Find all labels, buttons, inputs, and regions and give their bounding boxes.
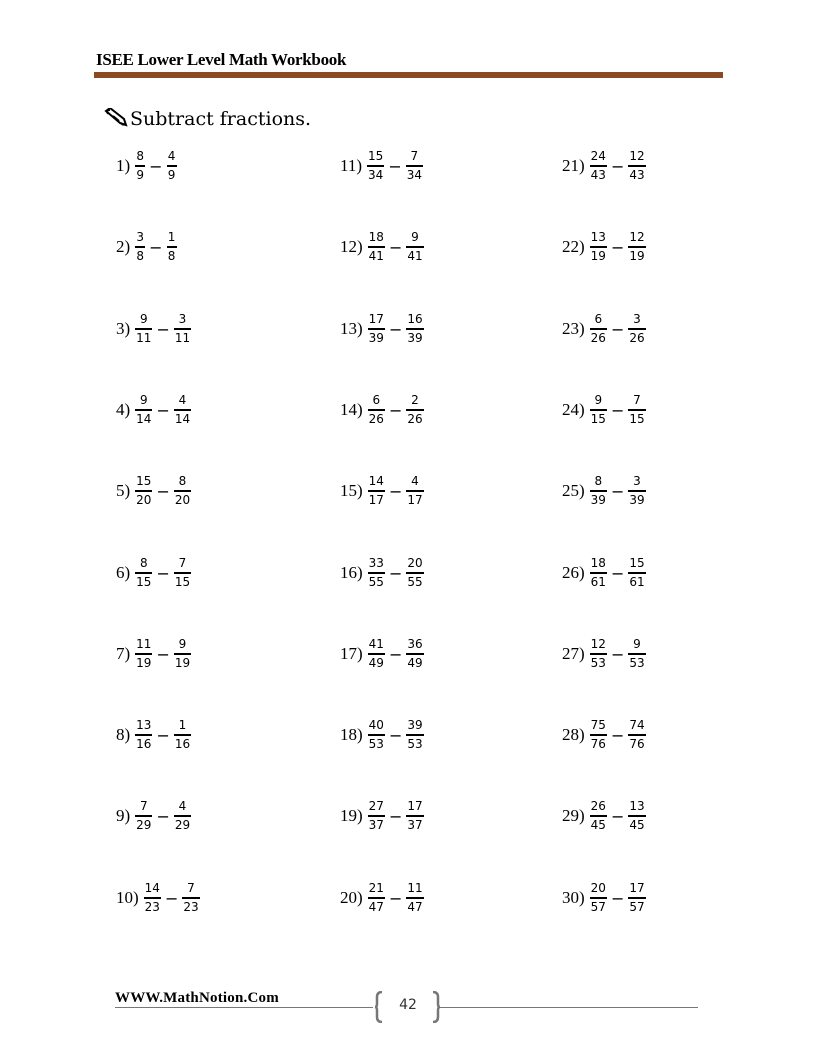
problem-item xyxy=(562,313,646,345)
problem-item xyxy=(116,475,191,507)
minus-sign: − xyxy=(164,888,179,908)
denominator: 53 xyxy=(368,737,384,751)
denominator: 29 xyxy=(174,818,191,832)
denominator: 43 xyxy=(590,168,606,182)
denominator: 41 xyxy=(407,249,423,263)
denominator: 55 xyxy=(407,575,423,589)
numerator: 7 xyxy=(633,393,641,407)
problem-item xyxy=(116,557,191,589)
fraction xyxy=(590,800,607,832)
problem-item xyxy=(116,719,191,751)
problem-item xyxy=(562,394,646,426)
fraction xyxy=(590,638,607,670)
numerator: 9 xyxy=(633,637,641,651)
denominator: 15 xyxy=(629,412,645,426)
problem-number: 12) xyxy=(340,237,363,256)
problem-number: 3) xyxy=(116,319,131,338)
minus-sign: − xyxy=(610,319,625,339)
fraction xyxy=(367,150,384,182)
fraction xyxy=(406,313,423,345)
fraction xyxy=(368,800,385,832)
problem-item xyxy=(340,231,424,263)
fraction xyxy=(135,231,145,263)
minus-sign: − xyxy=(610,156,625,176)
fraction xyxy=(182,882,199,914)
denominator: 49 xyxy=(368,656,384,670)
denominator: 39 xyxy=(368,331,384,345)
fraction xyxy=(135,313,152,345)
numerator: 2 xyxy=(411,393,419,407)
minus-sign: − xyxy=(388,237,403,257)
denominator: 26 xyxy=(407,412,423,426)
problem-number: 21) xyxy=(562,156,585,175)
denominator: 15 xyxy=(136,575,152,589)
fraction xyxy=(368,882,385,914)
numerator: 11 xyxy=(407,881,423,895)
denominator: 26 xyxy=(590,331,606,345)
fraction xyxy=(174,313,191,345)
minus-sign: − xyxy=(149,156,163,176)
fraction xyxy=(590,719,607,751)
denominator: 26 xyxy=(368,412,384,426)
denominator: 57 xyxy=(590,900,606,914)
numerator: 9 xyxy=(178,637,187,651)
numerator: 3 xyxy=(178,312,187,326)
problem-number: 20) xyxy=(340,888,363,907)
minus-sign: − xyxy=(610,725,625,745)
numerator: 12 xyxy=(629,149,645,163)
numerator: 4 xyxy=(167,149,176,163)
fraction xyxy=(174,638,191,670)
problem-item xyxy=(340,150,423,182)
fraction xyxy=(368,394,385,426)
header-rule xyxy=(94,72,723,78)
numerator: 40 xyxy=(368,718,384,732)
denominator: 43 xyxy=(629,168,645,182)
problem-item xyxy=(562,719,646,751)
fraction xyxy=(135,719,152,751)
fraction xyxy=(590,394,607,426)
fraction xyxy=(368,231,385,263)
problem-number: 1) xyxy=(116,156,131,175)
denominator: 53 xyxy=(590,656,606,670)
denominator: 15 xyxy=(590,412,606,426)
problem-number: 23) xyxy=(562,319,585,338)
numerator: 8 xyxy=(594,474,603,488)
denominator: 61 xyxy=(629,575,645,589)
problem-item xyxy=(562,150,646,182)
minus-sign: − xyxy=(388,644,403,664)
problem-number: 29) xyxy=(562,806,585,825)
numerator: 13 xyxy=(629,799,645,813)
problem-number: 10) xyxy=(116,888,139,907)
fraction xyxy=(174,800,191,832)
minus-sign: − xyxy=(156,481,170,501)
fraction xyxy=(368,719,385,751)
problem-number: 17) xyxy=(340,644,363,663)
numerator: 13 xyxy=(136,718,152,732)
numerator: 1 xyxy=(178,718,187,732)
fraction xyxy=(135,800,152,832)
problem-item xyxy=(116,394,191,426)
minus-sign: − xyxy=(388,481,403,501)
denominator: 17 xyxy=(368,493,384,507)
numerator: 7 xyxy=(187,881,195,895)
fraction xyxy=(368,638,385,670)
problem-number: 9) xyxy=(116,806,131,825)
denominator: 14 xyxy=(174,412,191,426)
fraction xyxy=(135,150,145,182)
numerator: 8 xyxy=(139,556,148,570)
problem-number: 6) xyxy=(116,563,131,582)
minus-sign: − xyxy=(156,563,170,583)
denominator: 34 xyxy=(406,168,422,182)
fraction xyxy=(174,557,191,589)
denominator: 20 xyxy=(136,493,152,507)
problem-item xyxy=(340,557,424,589)
numerator: 9 xyxy=(139,393,148,407)
denominator: 49 xyxy=(407,656,423,670)
numerator: 6 xyxy=(372,393,381,407)
minus-sign: − xyxy=(610,806,625,826)
denominator: 23 xyxy=(183,900,199,914)
problem-number: 7) xyxy=(116,644,131,663)
fraction xyxy=(628,150,645,182)
denominator: 57 xyxy=(629,900,645,914)
problem-item xyxy=(340,313,424,345)
denominator: 39 xyxy=(629,493,645,507)
problem-item xyxy=(562,882,646,914)
denominator: 26 xyxy=(629,331,645,345)
footer-rule-left xyxy=(115,1007,373,1008)
denominator: 61 xyxy=(590,575,606,589)
denominator: 14 xyxy=(136,412,152,426)
problem-number: 2) xyxy=(116,237,131,256)
minus-sign: − xyxy=(156,319,170,339)
numerator: 8 xyxy=(136,149,144,163)
problem-item xyxy=(562,800,646,832)
fraction xyxy=(628,231,645,263)
fraction xyxy=(368,313,385,345)
fraction xyxy=(174,719,191,751)
numerator: 4 xyxy=(411,474,419,488)
problem-item xyxy=(116,882,200,914)
denominator: 15 xyxy=(174,575,191,589)
fraction xyxy=(590,150,607,182)
minus-sign: − xyxy=(388,563,403,583)
fraction xyxy=(628,313,645,345)
right-bracket-icon xyxy=(431,991,441,1023)
denominator: 17 xyxy=(407,493,423,507)
minus-sign: − xyxy=(610,237,625,257)
minus-sign: − xyxy=(610,563,625,583)
minus-sign: − xyxy=(610,644,625,664)
problem-number: 14) xyxy=(340,400,363,419)
problem-item xyxy=(340,638,424,670)
numerator: 33 xyxy=(368,556,384,570)
denominator: 47 xyxy=(368,900,384,914)
numerator: 9 xyxy=(411,230,419,244)
fraction xyxy=(406,394,423,426)
denominator: 29 xyxy=(136,818,152,832)
problem-item xyxy=(340,882,424,914)
numerator: 41 xyxy=(368,637,384,651)
minus-sign: − xyxy=(388,400,403,420)
numerator: 16 xyxy=(407,312,423,326)
numerator: 24 xyxy=(590,149,606,163)
minus-sign: − xyxy=(388,319,403,339)
numerator: 6 xyxy=(594,312,603,326)
problem-number: 25) xyxy=(562,481,585,500)
denominator: 9 xyxy=(167,168,176,182)
denominator: 11 xyxy=(136,331,152,345)
fraction xyxy=(406,800,423,832)
problem-number: 30) xyxy=(562,888,585,907)
fraction xyxy=(406,719,423,751)
numerator: 20 xyxy=(407,556,423,570)
minus-sign: − xyxy=(610,400,625,420)
fraction xyxy=(628,800,645,832)
numerator: 9 xyxy=(139,312,148,326)
problem-number: 26) xyxy=(562,563,585,582)
numerator: 3 xyxy=(136,230,144,244)
numerator: 13 xyxy=(590,230,606,244)
denominator: 53 xyxy=(629,656,645,670)
fraction xyxy=(628,557,645,589)
fraction xyxy=(135,394,152,426)
problem-item xyxy=(562,638,646,670)
problem-number: 19) xyxy=(340,806,363,825)
fraction xyxy=(368,475,385,507)
minus-sign: − xyxy=(610,888,625,908)
denominator: 45 xyxy=(590,818,606,832)
minus-sign: − xyxy=(156,400,170,420)
numerator: 7 xyxy=(178,556,187,570)
problem-item xyxy=(340,800,424,832)
footer-rule-right xyxy=(440,1007,698,1008)
fraction xyxy=(406,150,423,182)
denominator: 16 xyxy=(174,737,191,751)
fraction xyxy=(167,231,177,263)
fraction xyxy=(406,638,423,670)
numerator: 1 xyxy=(167,230,176,244)
denominator: 20 xyxy=(174,493,191,507)
problem-item xyxy=(340,475,424,507)
fraction xyxy=(135,557,152,589)
problem-item xyxy=(562,231,646,263)
minus-sign: − xyxy=(388,156,402,176)
denominator: 19 xyxy=(629,249,645,263)
problem-number: 28) xyxy=(562,725,585,744)
minus-sign: − xyxy=(156,806,170,826)
problem-number: 13) xyxy=(340,319,363,338)
fraction xyxy=(135,475,152,507)
numerator: 75 xyxy=(590,718,606,732)
fraction xyxy=(628,638,645,670)
fraction xyxy=(406,557,423,589)
numerator: 15 xyxy=(136,474,152,488)
fraction xyxy=(368,557,385,589)
denominator: 8 xyxy=(167,249,176,263)
fraction xyxy=(167,150,177,182)
problem-number: 27) xyxy=(562,644,585,663)
fraction xyxy=(628,475,645,507)
denominator: 39 xyxy=(590,493,606,507)
numerator: 36 xyxy=(407,637,423,651)
fraction xyxy=(590,557,607,589)
minus-sign: − xyxy=(388,806,403,826)
numerator: 3 xyxy=(633,312,641,326)
denominator: 34 xyxy=(368,168,384,182)
denominator: 45 xyxy=(629,818,645,832)
fraction xyxy=(628,882,645,914)
problem-number: 5) xyxy=(116,481,131,500)
problem-number: 15) xyxy=(340,481,363,500)
denominator: 76 xyxy=(629,737,645,751)
denominator: 47 xyxy=(407,900,423,914)
numerator: 8 xyxy=(178,474,187,488)
problem-item xyxy=(116,150,177,182)
numerator: 18 xyxy=(368,230,384,244)
fraction xyxy=(590,313,607,345)
denominator: 9 xyxy=(136,168,144,182)
denominator: 8 xyxy=(136,249,144,263)
numerator: 26 xyxy=(590,799,606,813)
fraction xyxy=(590,231,607,263)
numerator: 39 xyxy=(407,718,423,732)
denominator: 19 xyxy=(174,656,191,670)
problem-item xyxy=(116,638,191,670)
problem-number: 4) xyxy=(116,400,131,419)
numerator: 7 xyxy=(139,799,148,813)
fraction xyxy=(628,719,645,751)
instruction-text: Subtract fractions. xyxy=(130,108,312,130)
problem-item xyxy=(562,557,646,589)
denominator: 19 xyxy=(136,656,152,670)
numerator: 17 xyxy=(368,312,384,326)
fraction xyxy=(590,882,607,914)
problem-number: 18) xyxy=(340,725,363,744)
denominator: 19 xyxy=(590,249,606,263)
numerator: 3 xyxy=(633,474,641,488)
problem-number: 24) xyxy=(562,400,585,419)
page-number: 42 xyxy=(399,997,417,1013)
header-title: ISEE Lower Level Math Workbook xyxy=(96,50,347,69)
numerator: 14 xyxy=(144,881,160,895)
problem-number: 11) xyxy=(340,156,363,175)
instruction xyxy=(104,106,311,130)
denominator: 11 xyxy=(174,331,191,345)
numerator: 27 xyxy=(368,799,384,813)
numerator: 15 xyxy=(629,556,645,570)
numerator: 7 xyxy=(410,149,419,163)
minus-sign: − xyxy=(156,644,170,664)
problem-item xyxy=(340,719,424,751)
problem-item xyxy=(340,394,424,426)
numerator: 20 xyxy=(590,881,606,895)
denominator: 55 xyxy=(368,575,384,589)
numerator: 4 xyxy=(178,393,187,407)
problem-number: 22) xyxy=(562,237,585,256)
numerator: 17 xyxy=(629,881,645,895)
fraction xyxy=(406,231,423,263)
fraction xyxy=(135,638,152,670)
numerator: 4 xyxy=(178,799,187,813)
pencil-icon xyxy=(104,108,130,128)
fraction xyxy=(590,475,607,507)
minus-sign: − xyxy=(610,481,625,501)
minus-sign: − xyxy=(388,888,403,908)
denominator: 23 xyxy=(144,900,160,914)
problem-item xyxy=(562,475,646,507)
minus-sign: − xyxy=(388,725,403,745)
denominator: 37 xyxy=(368,818,384,832)
problem-item xyxy=(116,800,191,832)
fraction xyxy=(406,475,423,507)
minus-sign: − xyxy=(156,725,170,745)
numerator: 14 xyxy=(368,474,384,488)
numerator: 11 xyxy=(136,637,152,651)
numerator: 74 xyxy=(629,718,645,732)
footer-site: WWW.MathNotion.Com xyxy=(115,990,279,1006)
fraction xyxy=(174,475,191,507)
denominator: 39 xyxy=(407,331,423,345)
fraction xyxy=(174,394,191,426)
denominator: 53 xyxy=(407,737,423,751)
fraction xyxy=(628,394,645,426)
numerator: 18 xyxy=(590,556,606,570)
numerator: 9 xyxy=(594,393,603,407)
minus-sign: − xyxy=(149,237,163,257)
problem-number: 16) xyxy=(340,563,363,582)
numerator: 17 xyxy=(407,799,423,813)
problem-number: 8) xyxy=(116,725,131,744)
fraction xyxy=(144,882,161,914)
numerator: 15 xyxy=(368,149,384,163)
problem-item xyxy=(116,231,177,263)
denominator: 16 xyxy=(136,737,152,751)
numerator: 21 xyxy=(368,881,384,895)
numerator: 12 xyxy=(629,230,645,244)
denominator: 76 xyxy=(590,737,606,751)
problem-item xyxy=(116,313,191,345)
numerator: 12 xyxy=(590,637,606,651)
denominator: 41 xyxy=(368,249,384,263)
fraction xyxy=(406,882,423,914)
denominator: 37 xyxy=(407,818,423,832)
